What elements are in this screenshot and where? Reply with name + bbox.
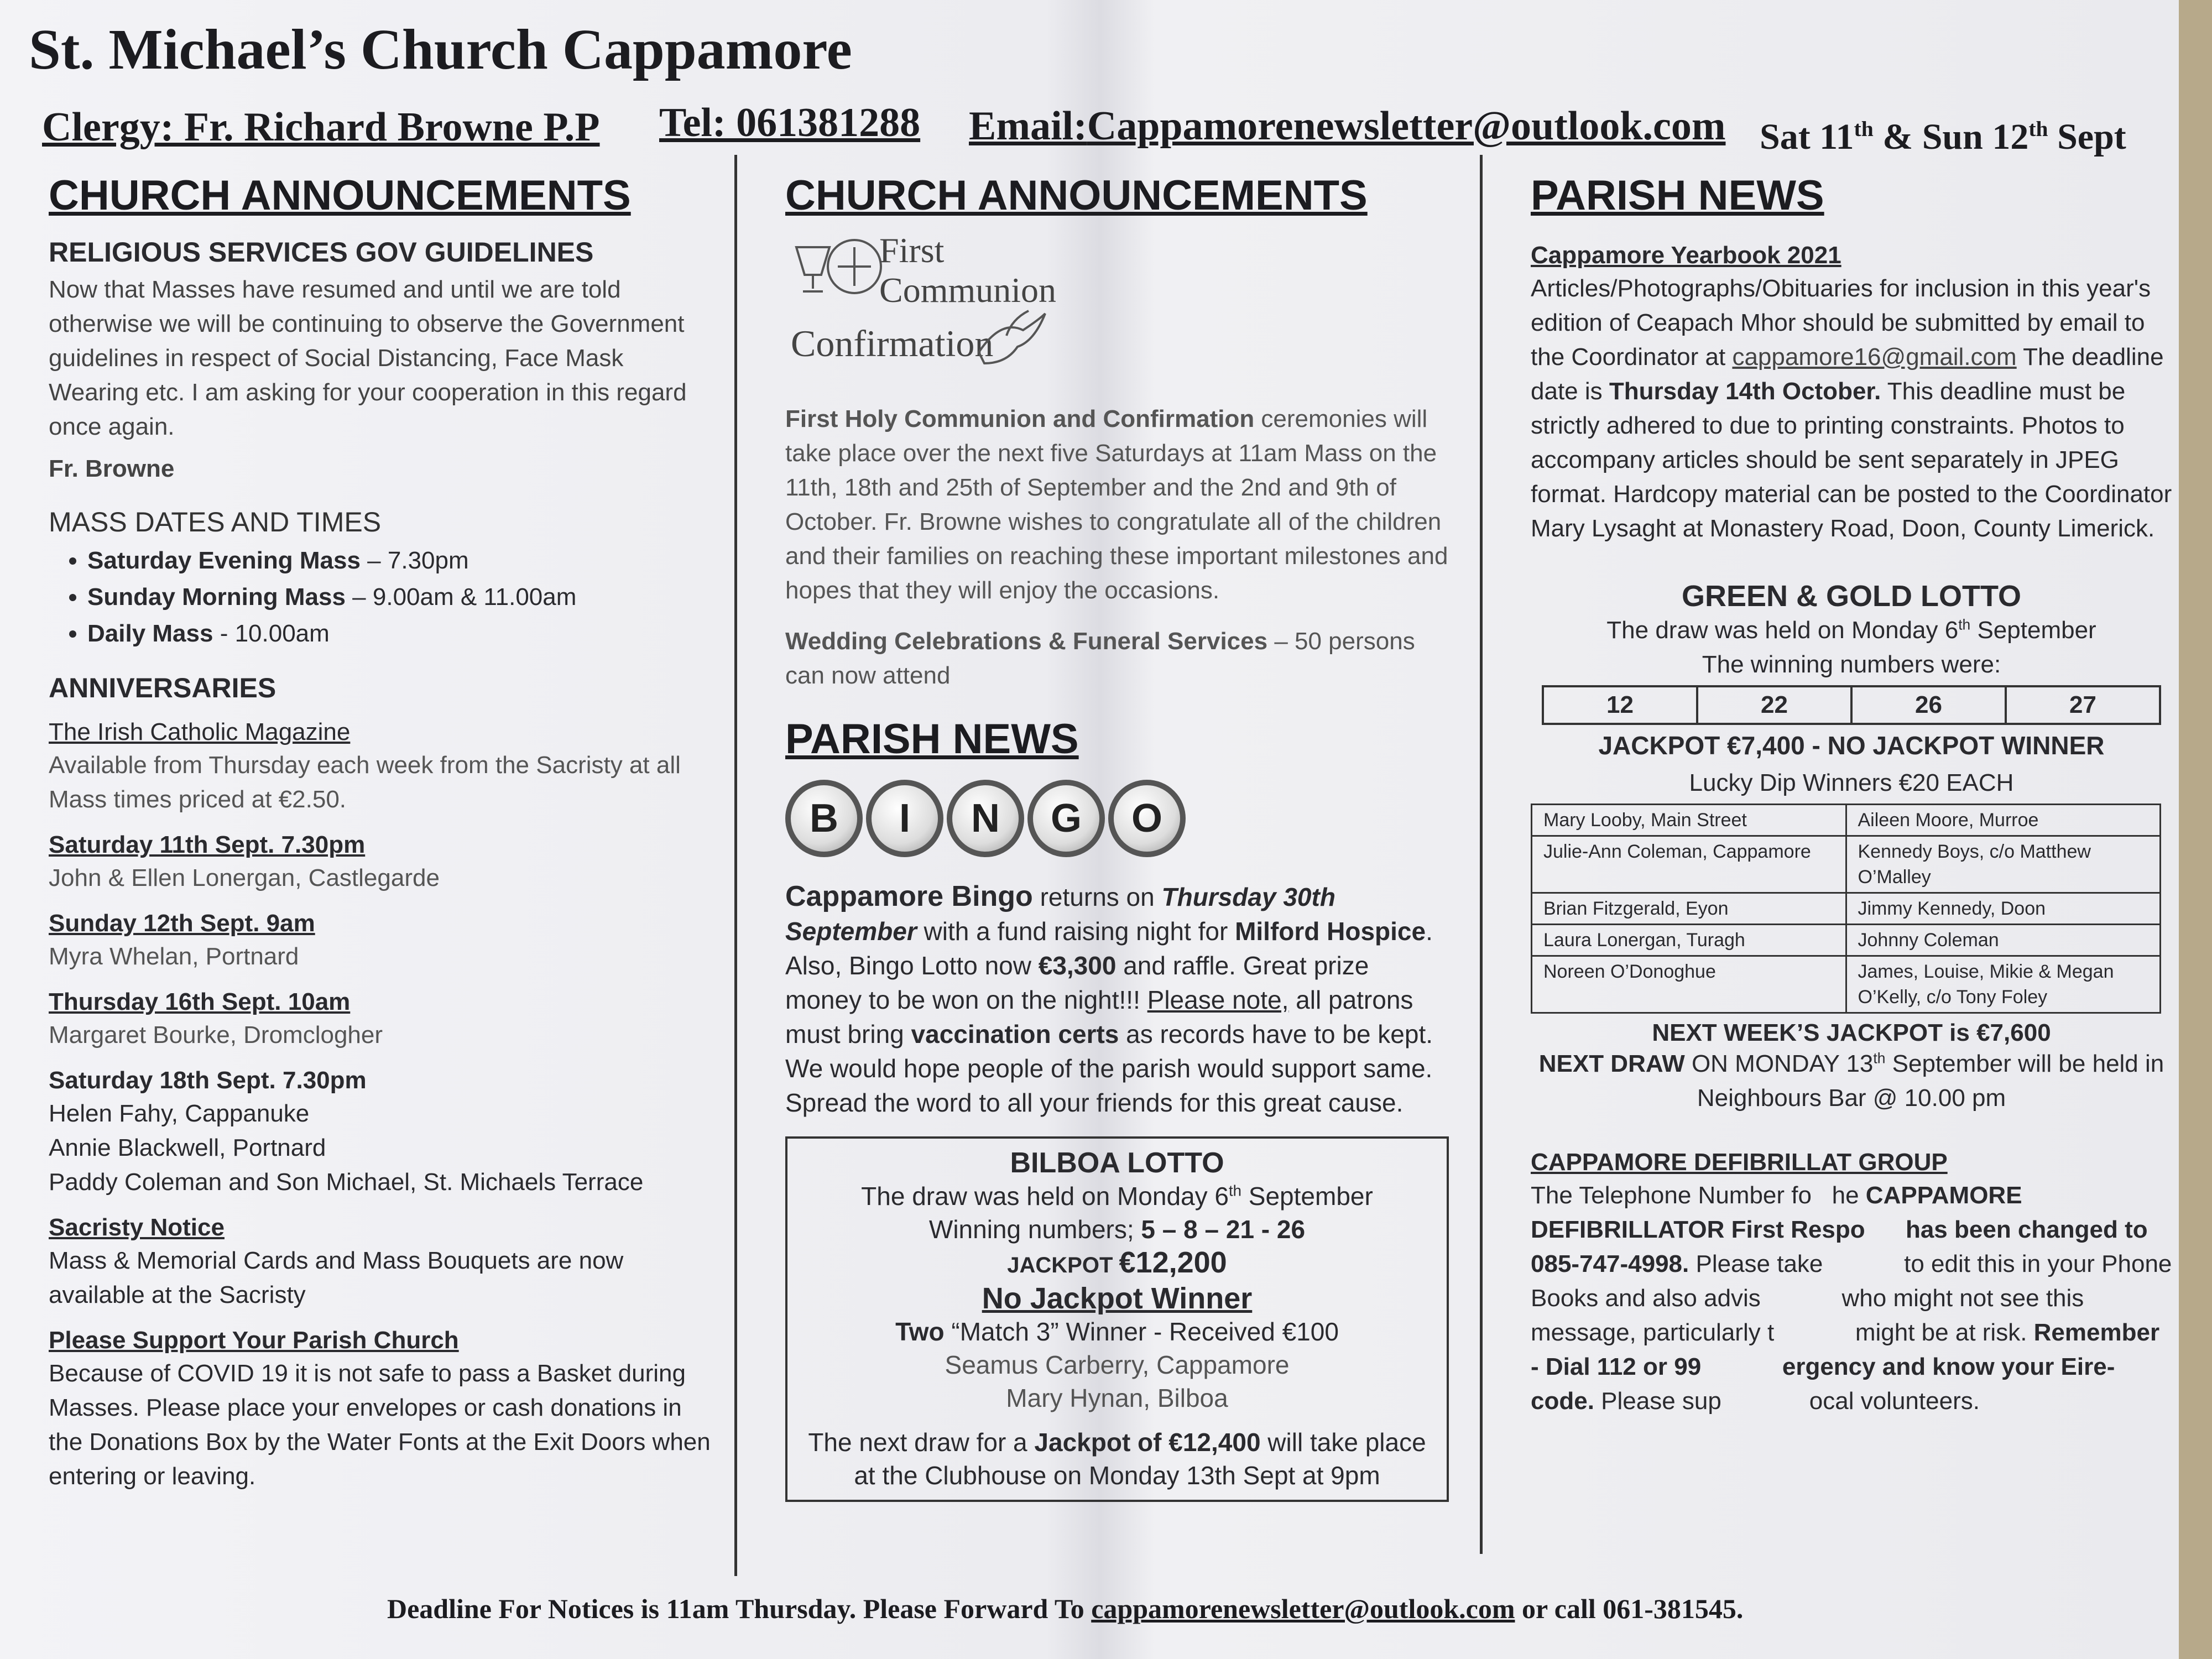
- issue-date: Sat 11th & Sun 12th Sept: [1760, 117, 2126, 157]
- section-heading: PARISH NEWS: [1531, 172, 1824, 219]
- bilboa-no-winner: No Jackpot Winner: [982, 1282, 1253, 1315]
- table-cell: Mary Looby, Main Street: [1532, 805, 1846, 836]
- next-jackpot: Jackpot of €12,400: [1034, 1428, 1261, 1457]
- bilboa-winner: Mary Hynan, Bilboa: [1006, 1384, 1228, 1412]
- yearbook-text-part: Articles/Photographs/Obituaries for inclusion in this year's edition of Ceapach Mhor should be submitted by email to the Coordinator at: [1531, 275, 2151, 371]
- table-cell: Johnny Coleman: [1846, 925, 2161, 956]
- parish-news-heading: PARISH NEWS: [785, 716, 1079, 763]
- bingo-lotto-amount: €3,300: [1038, 951, 1117, 980]
- bilboa-jackpot: [799, 1246, 1436, 1282]
- table-row: [1532, 805, 2161, 836]
- table-row: [1532, 925, 2161, 956]
- bilboa-winner: Seamus Carberry, Cappamore: [945, 1350, 1290, 1379]
- bingo-text-part: as records have to be kept. We would hope people of the parish would support same. Spread the word to all your friends for this great cause.: [785, 1020, 1433, 1117]
- list-item: [87, 542, 712, 579]
- communion-body: ceremonies will take place over the next five Saturdays at 11am Mass on the 11th, 18th and 25th of September and the 2nd and 9th of October. Fr. Browne wishes to congratulate all of the children and their families on reaching these important milestones and hopes that they will enjoy the occasions.: [785, 405, 1448, 604]
- column-church-announcements-2: [785, 160, 1449, 1502]
- bilboa-lotto-box: [785, 1136, 1449, 1502]
- bingo-charity: Milford Hospice: [1235, 917, 1426, 946]
- footer-text: or call 061-381545.: [1515, 1593, 1744, 1624]
- communion-title: First Holy Communion and Confirmation: [785, 405, 1255, 432]
- bingo-vaccination: vaccination certs: [911, 1020, 1119, 1048]
- next-week-jackpot: NEXT WEEK’S JACKPOT is €7,600: [1652, 1019, 2051, 1046]
- bingo-ball: G: [1027, 780, 1105, 857]
- bingo-title: Cappamore Bingo: [785, 880, 1033, 912]
- next-draw: NEXT DRAW ON MONDAY 13th September will be held in Neighbours Bar @ 10.00 pm: [1538, 1050, 2164, 1112]
- first-communion-confirmation-logo: [785, 231, 1449, 397]
- defib-text-part: The Telephone Number fo he: [1531, 1182, 1866, 1209]
- bingo-logo: [785, 780, 1449, 857]
- winning-number: 26: [1851, 686, 2006, 724]
- table-cell: Noreen O’Donoghue: [1532, 956, 1846, 1013]
- magazine-title: The Irish Catholic Magazine: [49, 718, 351, 745]
- column-divider: [1480, 155, 1483, 1554]
- communion-confirmation-text: [785, 402, 1449, 608]
- yearbook-text-part: This deadline must be strictly adhered to due to printing constraints. Photos to accompany articles should be sent separately in JPEG format. Hardcopy material can be posted to the Coordinator Mary Lysaght at Monastery Road, Doon, County Limerick.: [1531, 378, 2172, 542]
- numbers-label: Winning numbers;: [928, 1215, 1141, 1244]
- footer-text: Deadline For Notices is 11am Thursday. Please Forward To: [387, 1593, 1092, 1624]
- bingo-please-note: Please note,: [1147, 985, 1289, 1014]
- winning-number: 22: [1697, 686, 1851, 724]
- logo-text: [879, 231, 1056, 310]
- wedding-funeral-text: [785, 624, 1449, 693]
- gov-guidelines-signature: Fr. Browne: [49, 455, 175, 482]
- bingo-text-part: . Also, Bingo Lotto now: [785, 917, 1433, 980]
- logo-communion: Communion: [879, 270, 1057, 310]
- yearbook-email-link[interactable]: cappamore16@gmail.com: [1732, 343, 2017, 371]
- table-row: [1532, 956, 2161, 1013]
- bingo-ball: I: [866, 780, 943, 857]
- bingo-date: Thursday 30th September: [785, 883, 1335, 946]
- support-church-text: Because of COVID 19 it is not safe to pass a Basket during Masses. Please place your envelopes or cash donations in the Donations Box by the Water Fonts at the Exit Doors when entering or leaving.: [49, 1360, 711, 1490]
- sacristy-notice-text: Mass & Memorial Cards and Mass Bouquets are now available at the Sacristy: [49, 1247, 624, 1308]
- defibrillator-title: CAPPAMORE DEFIBRILLAT GROUP: [1531, 1149, 1948, 1176]
- bingo-text-part: with a fund raising night for: [916, 917, 1235, 946]
- anniversary-name: Annie Blackwell, Portnard: [49, 1134, 326, 1161]
- list-item: [87, 615, 712, 652]
- bilboa-draw: The draw was held on Monday 6th September: [861, 1182, 1373, 1211]
- mass-label: Saturday Evening Mass: [87, 547, 361, 574]
- yearbook-deadline: Thursday 14th October.: [1609, 378, 1881, 405]
- bingo-text-part: and raffle. Great prize money to be won on the night!!!: [785, 951, 1369, 1014]
- jackpot-label: JACKPOT: [1007, 1253, 1119, 1277]
- column-church-announcements: [49, 160, 712, 1501]
- table-row: [1532, 836, 2161, 893]
- anniversary-name: Paddy Coleman and Son Michael, St. Michaels Terrace: [49, 1168, 644, 1196]
- table-cell: James, Louise, Mikie & Megan O’Kelly, c/o Tony Foley: [1846, 956, 2161, 1013]
- mass-times-title: MASS DATES AND TIMES: [49, 507, 382, 538]
- email-prefix: Email:: [969, 103, 1087, 149]
- newsletter-header: [29, 17, 2130, 157]
- lucky-dip-table: [1531, 804, 2161, 1014]
- gov-guidelines-title: RELIGIOUS SERVICES GOV GUIDELINES: [49, 237, 594, 268]
- wedding-title: Wedding Celebrations & Funeral Services: [785, 628, 1268, 655]
- defib-remember: Remember - Dial 112 or 99 ergency and know your Eire-code.: [1531, 1319, 2167, 1415]
- footer-deadline: [387, 1593, 2046, 1625]
- anniversary-date: Saturday 11th Sept. 7.30pm: [49, 831, 366, 858]
- footer-email-link[interactable]: cappamorenewsletter@outlook.com: [1091, 1593, 1515, 1624]
- table-cell: Laura Lonergan, Turagh: [1532, 925, 1846, 956]
- yearbook-text: [1531, 272, 2172, 546]
- winning-number: 12: [1543, 686, 1697, 724]
- winning-numbers-table: [1542, 685, 2161, 725]
- table-row: [1532, 893, 2161, 925]
- column-parish-news: [1531, 160, 2179, 1426]
- numbers-value: 5 – 8 – 21 - 26: [1141, 1215, 1306, 1244]
- list-item: [87, 579, 712, 615]
- jackpot-value: €12,200: [1119, 1246, 1227, 1279]
- mass-time: - 10.00am: [213, 620, 330, 647]
- logo-confirmation: Confirmation: [791, 322, 994, 364]
- support-church-title: Please Support Your Parish Church: [49, 1327, 459, 1354]
- anniversary-name: Margaret Bourke, Dromclogher: [49, 1021, 383, 1048]
- anniversary-date: Sunday 12th Sept. 9am: [49, 910, 315, 937]
- page-title: St. Michael’s Church Cappamore: [29, 18, 852, 81]
- section-heading: CHURCH ANNOUNCEMENTS: [785, 172, 1368, 219]
- bingo-text: [785, 879, 1449, 1120]
- match-count: Two: [895, 1317, 945, 1346]
- email-link[interactable]: [969, 103, 1725, 150]
- anniversary-name: John & Ellen Lonergan, Castlegarde: [49, 864, 440, 891]
- table-cell: Kennedy Boys, c/o Matthew O’Malley: [1846, 836, 2161, 893]
- bingo-ball: B: [785, 780, 863, 857]
- column-divider: [734, 155, 737, 1576]
- mass-time: – 7.30pm: [360, 547, 469, 574]
- gov-guidelines-text: Now that Masses have resumed and until we are told otherwise we will be continuing to observe the Government guidelines in respect of Social Distancing, Face Mask Wearing etc. I am asking for your cooperation in this regard once again.: [49, 276, 687, 440]
- bingo-ball: N: [947, 780, 1024, 857]
- defib-phone: CAPPAMORE DEFIBRILLATOR First Respo has been changed to 085-747-4998.: [1531, 1182, 2154, 1277]
- telephone-label: Tel: 061381288: [659, 100, 921, 145]
- bingo-text-part: returns on: [1032, 883, 1162, 911]
- yearbook-text-part: The deadline date is: [1531, 343, 2164, 405]
- anniversary-name: Helen Fahy, Cappanuke: [49, 1100, 310, 1127]
- email-address: Cappamorenewsletter@outlook.com: [1087, 103, 1726, 149]
- bingo-text-part: all patrons must bring: [785, 985, 1413, 1048]
- anniversary-date: Saturday 18th Sept. 7.30pm: [49, 1067, 367, 1094]
- bilboa-next-draw: [799, 1426, 1436, 1492]
- mass-label: Sunday Morning Mass: [87, 583, 346, 611]
- bilboa-match3: [799, 1315, 1436, 1348]
- table-cell: Jimmy Kennedy, Doon: [1846, 893, 2161, 925]
- green-gold-winning-label: The winning numbers were:: [1702, 651, 2001, 678]
- sacristy-notice-title: Sacristy Notice: [49, 1214, 225, 1241]
- green-gold-lotto-title: GREEN & GOLD LOTTO: [1681, 580, 2021, 613]
- anniversaries-title: ANNIVERSARIES: [49, 672, 276, 703]
- wedding-body: – 50 persons can now attend: [785, 628, 1415, 689]
- lucky-dip-title: Lucky Dip Winners €20 EACH: [1689, 769, 2014, 796]
- bilboa-title: BILBOA LOTTO: [1010, 1147, 1224, 1179]
- defibrillator-text: [1531, 1178, 2179, 1418]
- bingo-ball: O: [1108, 780, 1186, 857]
- bilboa-numbers: [799, 1213, 1436, 1246]
- table-cell: Aileen Moore, Murroe: [1846, 805, 2161, 836]
- green-gold-jackpot: JACKPOT €7,400 - NO JACKPOT WINNER: [1598, 731, 2105, 760]
- logo-first: First: [879, 231, 945, 270]
- chalice-icon: [791, 236, 890, 302]
- match-text: “Match 3” Winner - Received €100: [944, 1317, 1339, 1346]
- mass-time: – 9.00am & 11.00am: [345, 583, 577, 611]
- mass-times-list: [49, 542, 712, 652]
- clergy-label: Clergy: Fr. Richard Browne P.P: [42, 105, 600, 150]
- yearbook-title: Cappamore Yearbook 2021: [1531, 242, 1841, 269]
- mass-label: Daily Mass: [87, 620, 213, 647]
- table-cell: Julie-Ann Coleman, Cappamore: [1532, 836, 1846, 893]
- next-draw-text: will take place at the Clubhouse on Monday 13th Sept at 9pm: [854, 1428, 1426, 1490]
- dove-icon: [968, 308, 1051, 374]
- green-gold-draw: The draw was held on Monday 6th September: [1606, 616, 2096, 644]
- next-draw-text: The next draw for a: [808, 1428, 1035, 1457]
- defib-text-part: Please sup ocal volunteers.: [1594, 1387, 1980, 1415]
- anniversary-date: Thursday 16th Sept. 10am: [49, 988, 351, 1015]
- table-cell: Brian Fitzgerald, Eyon: [1532, 893, 1846, 925]
- section-heading: CHURCH ANNOUNCEMENTS: [49, 172, 631, 219]
- winning-number: 27: [2006, 686, 2160, 724]
- next-draw-label: NEXT DRAW: [1538, 1050, 1685, 1077]
- magazine-text: Available from Thursday each week from the Sacristy at all Mass times priced at €2.50.: [49, 752, 681, 813]
- defib-text-part: Please take to edit this in your Phone Books and also advis who might not see this message, particularly t might be at risk.: [1531, 1250, 2179, 1346]
- anniversary-name: Myra Whelan, Portnard: [49, 943, 299, 970]
